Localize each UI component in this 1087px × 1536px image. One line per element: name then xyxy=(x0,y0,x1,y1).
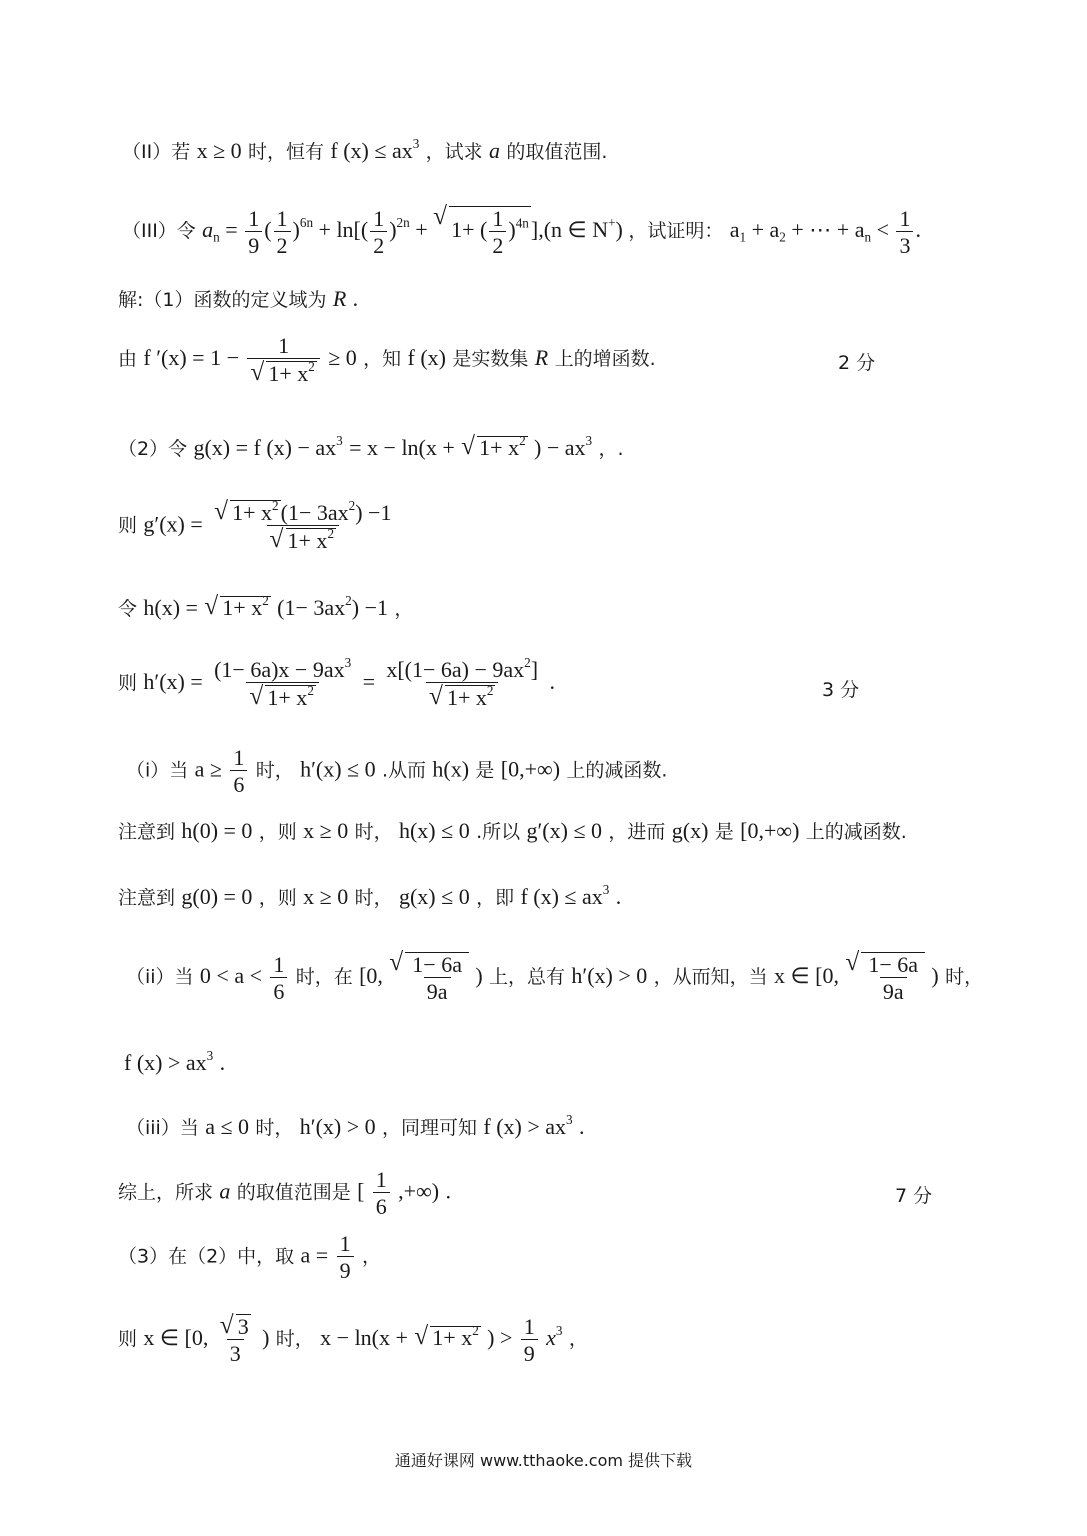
math: x − ln(x + xyxy=(320,1325,408,1351)
sqrt-body: 1+ x xyxy=(267,685,308,711)
math: ) > xyxy=(487,1325,513,1351)
text: 由 xyxy=(118,348,138,371)
var: R xyxy=(534,345,549,371)
math-part: ) − ax xyxy=(534,435,586,460)
math: h′(x) > 0 xyxy=(299,1114,376,1139)
op: + xyxy=(415,217,428,243)
denominator: 2 xyxy=(274,231,291,257)
sqrt xyxy=(429,685,496,709)
fraction xyxy=(270,953,287,1003)
line-part-ii xyxy=(122,136,608,163)
text: 上的增函数. xyxy=(554,348,656,371)
math: x ∈ [0, xyxy=(143,1325,209,1351)
math: ) xyxy=(262,1325,270,1351)
fraction xyxy=(865,953,921,1003)
page-footer: 通通好课网 www.tthaoke.com 提供下载 xyxy=(394,1451,693,1470)
text: 上，总有 xyxy=(489,966,566,989)
text: 时，恒有 xyxy=(248,141,325,163)
sup: 3 xyxy=(602,882,610,898)
math xyxy=(520,884,609,909)
line-note-g0 xyxy=(118,882,622,909)
math: ) xyxy=(931,963,939,989)
math: a ≥ xyxy=(194,756,222,782)
text: （2）令 xyxy=(118,438,188,460)
text: （3）在（2）中，取 xyxy=(118,1245,295,1268)
numerator: 1 xyxy=(276,206,288,231)
var: a xyxy=(489,138,501,163)
sup: 3 xyxy=(585,433,593,449)
op: + a xyxy=(751,217,780,243)
math: h′(x) > 0 xyxy=(571,963,648,989)
line-derivative-f xyxy=(118,334,656,385)
op: + ⋯ + a xyxy=(791,217,865,243)
math xyxy=(330,138,419,163)
math: h′(x) ≤ 0 xyxy=(300,756,376,782)
numerator: 1 xyxy=(523,1313,535,1339)
text: ，知 xyxy=(363,348,402,371)
sup: 2 xyxy=(308,359,315,375)
sup: 2 xyxy=(486,683,494,699)
denominator: 3 xyxy=(896,231,913,257)
var: a xyxy=(729,217,740,243)
op: + ln[( xyxy=(318,217,369,243)
line-conclusion-ii xyxy=(124,1048,226,1075)
line-summary xyxy=(118,1168,451,1218)
numerator xyxy=(383,655,541,682)
line-part3 xyxy=(118,1232,381,1282)
math-part: f (x) > ax xyxy=(124,1050,207,1075)
denominator: 2 xyxy=(489,231,506,257)
numerator: 1 xyxy=(375,1167,387,1192)
text: 的取值范围是 xyxy=(236,1181,351,1204)
text: ，则 xyxy=(258,821,297,843)
math xyxy=(483,1114,572,1139)
sqrt xyxy=(249,685,316,709)
text: 时， xyxy=(275,1328,314,1351)
line-solution-1 xyxy=(118,288,358,310)
sqrt xyxy=(433,206,531,257)
numerator: 1 xyxy=(899,206,911,231)
score-label: 3 分 xyxy=(822,679,860,701)
numerator: 1 xyxy=(233,745,245,770)
math: . xyxy=(219,1050,226,1075)
fraction xyxy=(383,655,541,711)
math-part: ) −1 xyxy=(355,500,392,525)
sqrt xyxy=(270,528,337,552)
math: = x − ln(x + xyxy=(349,435,455,460)
formula-sum xyxy=(729,206,921,259)
math: . xyxy=(445,1178,451,1204)
sup: 2 xyxy=(472,1323,479,1339)
sqrt-body: 1+ x xyxy=(232,500,273,525)
fraction xyxy=(409,953,465,1003)
numerator: 1 xyxy=(492,206,504,231)
sqrt-body: 1+ x xyxy=(432,1325,473,1351)
text: 时， xyxy=(354,887,393,909)
text: （III）令 xyxy=(122,220,196,243)
denominator: 6 xyxy=(270,977,287,1003)
math xyxy=(333,286,346,311)
fraction xyxy=(247,334,320,385)
line-case-ii xyxy=(126,952,983,1003)
var: a xyxy=(202,217,214,243)
op: . xyxy=(915,217,921,243)
numerator xyxy=(211,655,354,682)
denominator: 9a xyxy=(880,977,907,1003)
numerator: √ 1− 6a xyxy=(412,952,462,977)
math: h′(x) = xyxy=(143,669,203,695)
sup: 4n xyxy=(515,215,529,231)
fraction xyxy=(274,207,291,257)
line-part-iii xyxy=(122,206,921,257)
math: ) xyxy=(475,963,483,989)
fraction xyxy=(896,207,913,257)
line-case-i xyxy=(126,746,667,796)
op: ( xyxy=(264,217,272,243)
sqrt-body: 1+ ( xyxy=(451,217,488,243)
fraction xyxy=(211,500,394,552)
math xyxy=(546,1325,562,1350)
text: ，同理可知 xyxy=(382,1117,478,1139)
denominator xyxy=(246,682,319,709)
var: a xyxy=(219,1178,231,1204)
sqrt xyxy=(461,433,528,460)
fraction xyxy=(337,1232,354,1282)
numerator xyxy=(211,500,394,525)
fraction xyxy=(245,207,262,257)
text: ， xyxy=(568,1328,588,1351)
text: 令 xyxy=(118,598,138,620)
text: 时， xyxy=(255,759,294,782)
sup: 2 xyxy=(348,498,356,514)
math-part: ) −1 xyxy=(351,595,388,620)
math: x ≥ 0 xyxy=(303,818,349,843)
op: ) xyxy=(292,217,300,243)
math: g′(x) ≤ 0 xyxy=(526,818,603,843)
sqrt xyxy=(204,593,271,620)
sup: 2 xyxy=(262,593,269,609)
text: 是 xyxy=(714,821,734,843)
math: . xyxy=(549,669,555,695)
text: ，进而 xyxy=(608,821,666,843)
text: 时， xyxy=(354,821,393,843)
math-part: f (x) > ax xyxy=(483,1114,567,1139)
text: 注意到 xyxy=(118,887,176,909)
text: ，则 xyxy=(258,887,297,909)
math xyxy=(124,1050,213,1075)
sup: 2 xyxy=(524,655,531,671)
numerator xyxy=(217,1314,254,1339)
math xyxy=(534,435,592,460)
text: ，. xyxy=(598,438,624,460)
math: h(x) = xyxy=(143,595,198,620)
text: 则 xyxy=(118,672,138,695)
math-part: ] xyxy=(530,657,539,682)
denominator xyxy=(247,358,320,385)
sup: 2 xyxy=(345,593,352,609)
math-part: x[(1− 6a) − 9ax xyxy=(386,657,525,682)
math xyxy=(193,435,342,460)
sqrt-body: 3 xyxy=(237,1314,249,1339)
text: 则 xyxy=(118,514,138,537)
text: 注意到 xyxy=(118,821,176,843)
math xyxy=(535,345,548,370)
sqrt xyxy=(845,952,925,1003)
text: （iii）当 xyxy=(126,1117,199,1139)
fraction xyxy=(489,207,506,257)
text: 的取值范围. xyxy=(506,141,608,163)
sup: 2n xyxy=(396,215,410,231)
sup: 3 xyxy=(412,136,420,152)
text: 上的减函数. xyxy=(805,821,907,843)
math: [0,+∞) xyxy=(500,756,561,782)
sqrt-body: 1+ x xyxy=(268,361,309,387)
math-part: (1− 6a)x − 9ax xyxy=(214,657,345,682)
denominator: 3 xyxy=(227,1339,244,1365)
fraction xyxy=(230,746,247,796)
math: ≥ 0 xyxy=(328,345,357,371)
text: （ii）当 xyxy=(126,966,194,989)
math: f ′(x) = 1 − xyxy=(143,345,239,371)
sup: 2 xyxy=(307,683,314,699)
op: ],(n ∈ N xyxy=(530,217,609,243)
math xyxy=(219,1179,230,1204)
text: ，试证明： xyxy=(628,220,724,243)
text: ，从而知，当 xyxy=(653,966,768,989)
line-note-h0 xyxy=(118,820,907,842)
sqrt xyxy=(214,500,281,524)
sub: 2 xyxy=(779,229,786,245)
text: .所以 xyxy=(476,821,521,843)
denominator xyxy=(267,525,340,552)
sub: 1 xyxy=(739,229,747,245)
math-part: f (x) ≤ ax xyxy=(520,884,603,909)
sup: 2 xyxy=(519,433,526,449)
denominator: 2 xyxy=(370,231,387,257)
math: h(x) ≤ 0 xyxy=(398,818,470,843)
op: ) xyxy=(615,217,623,243)
text: 则 xyxy=(118,1328,138,1351)
math: g(x) ≤ 0 xyxy=(398,884,470,909)
math: . xyxy=(615,884,622,909)
math xyxy=(277,595,388,620)
op: < xyxy=(876,217,889,243)
math-part: (1− 3ax xyxy=(277,595,346,620)
numerator: 1 xyxy=(278,333,290,358)
math-part: (1− 3ax xyxy=(280,500,349,525)
fraction xyxy=(217,1314,254,1365)
text: 是实数集 xyxy=(452,348,529,371)
sqrt-body: 1+ x xyxy=(222,595,263,620)
text: ， xyxy=(394,598,414,620)
math: g′(x) = xyxy=(143,511,203,537)
sqrt xyxy=(389,952,469,1003)
text: .从而 xyxy=(381,759,427,782)
sqrt xyxy=(220,1314,251,1338)
sup: 2 xyxy=(327,526,335,542)
line-part2-g xyxy=(118,433,624,460)
var: x xyxy=(546,1325,556,1351)
text: 时， xyxy=(945,966,984,989)
denominator: 9 xyxy=(245,231,262,257)
text: （II）若 xyxy=(122,141,191,163)
math: h(0) = 0 xyxy=(181,818,253,843)
fraction xyxy=(370,207,387,257)
op: ) xyxy=(389,217,397,243)
denominator: 9 xyxy=(337,1256,354,1282)
denominator xyxy=(426,682,499,709)
denominator: 9 xyxy=(521,1339,538,1365)
text: （i）当 xyxy=(126,759,189,782)
math: = xyxy=(362,669,375,695)
fraction xyxy=(373,1168,390,1218)
sup: + xyxy=(608,215,616,231)
sqrt xyxy=(250,361,317,385)
math: f (x) xyxy=(407,345,447,371)
math: a = xyxy=(300,1242,329,1268)
math: [ xyxy=(357,1178,365,1204)
sup: 3 xyxy=(336,433,343,449)
math: [0, xyxy=(359,963,383,989)
denominator: 9a xyxy=(424,977,451,1003)
text: 时，在 xyxy=(295,966,353,989)
text: 上的减函数. xyxy=(566,759,668,782)
text: ，试求 xyxy=(425,141,483,163)
line-part3-inequality xyxy=(118,1314,588,1365)
math: h(x) xyxy=(432,756,470,782)
numerator: √ 1− 6a xyxy=(868,952,919,977)
math: x ∈ [0, xyxy=(774,963,839,989)
line-case-iii xyxy=(126,1112,585,1139)
denominator: 6 xyxy=(230,770,247,796)
denominator: 6 xyxy=(373,1192,390,1218)
sqrt xyxy=(414,1323,481,1351)
sup: 2 xyxy=(272,498,279,514)
math-part: g(x) = f (x) − ax xyxy=(193,435,337,460)
math: x ≥ 0 xyxy=(303,884,349,909)
op: ) xyxy=(508,217,516,243)
sup: 3 xyxy=(344,655,352,671)
math: . xyxy=(352,286,359,311)
sup: 3 xyxy=(566,1112,573,1128)
math: a ≤ 0 xyxy=(205,1114,250,1139)
sub: n xyxy=(213,229,220,245)
math-part: f (x) ≤ ax xyxy=(330,138,413,163)
op: = xyxy=(225,217,238,243)
sup: 3 xyxy=(555,1323,563,1339)
text: ，即 xyxy=(476,887,515,909)
fraction xyxy=(211,655,354,711)
formula-an xyxy=(202,206,628,259)
text: ， xyxy=(361,1245,381,1268)
numerator: 1 xyxy=(273,951,285,977)
math: . xyxy=(579,1114,585,1139)
math: g(x) xyxy=(671,818,709,843)
sqrt-body: 1+ x xyxy=(287,528,328,554)
sqrt-body: 1+ x xyxy=(479,435,520,460)
math: [0,+∞) xyxy=(740,818,800,843)
math: ,+∞) xyxy=(398,1178,440,1204)
numerator: 1 xyxy=(339,1231,351,1256)
sup: 3 xyxy=(206,1048,214,1064)
line-define-h xyxy=(118,593,414,620)
sqrt-body: 1+ x xyxy=(446,685,487,711)
math: 0 < a < xyxy=(199,963,263,989)
score-label: 2 分 xyxy=(838,352,876,374)
text: 解:（1）函数的定义域为 xyxy=(118,289,327,311)
numerator: 1 xyxy=(373,206,385,231)
text: 时， xyxy=(255,1117,294,1139)
score-label: 7 分 xyxy=(895,1185,933,1207)
math: x ≥ 0 xyxy=(196,138,242,163)
math: g(0) = 0 xyxy=(181,884,253,909)
sup: 6n xyxy=(299,215,314,231)
numerator: 1 xyxy=(248,206,260,231)
math xyxy=(489,138,500,163)
line-derivative-g xyxy=(118,500,396,552)
text: 是 xyxy=(475,759,495,782)
fraction xyxy=(521,1315,538,1365)
sub: n xyxy=(864,229,872,245)
line-derivative-h xyxy=(118,655,555,711)
var: R xyxy=(332,286,347,311)
text: 综上，所求 xyxy=(118,1181,214,1204)
